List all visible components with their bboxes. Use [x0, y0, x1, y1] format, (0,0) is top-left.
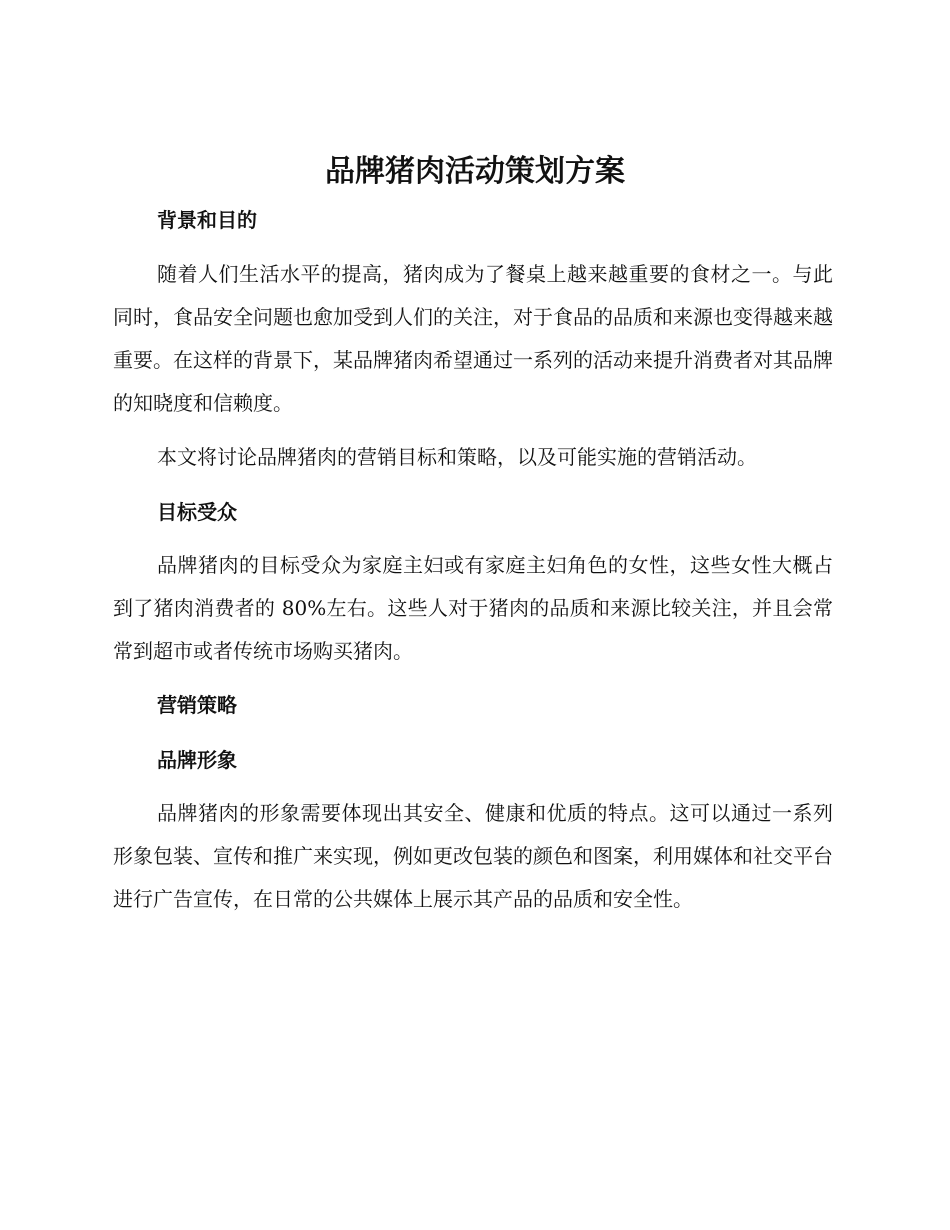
paragraph-background-1: 随着人们生活水平的提高，猪肉成为了餐桌上越来越重要的食材之一。与此同时，食品安全问题也愈加受到人们的关注，对于食品的品质和来源也变得越来越重要。在这样的背景下，某品牌猪肉希望通过一系列的活动来提升消费者对其品牌的知晓度和信赖度。: [113, 262, 833, 415]
section-heading-marketing-strategy: 营销策略: [157, 693, 237, 717]
paragraph-target-audience: 品牌猪肉的目标受众为家庭主妇或有家庭主妇角色的女性，这些女性大概占到了猪肉消费者的 80%左右。这些人对于猪肉的品质和来源比较关注，并且会常常到超市或者传统市场购买猪肉。: [113, 553, 833, 663]
section-heading-background: 背景和目的: [157, 208, 257, 232]
section-heading-target-audience: 目标受众: [157, 500, 237, 524]
paragraph-brand-image: 品牌猪肉的形象需要体现出其安全、健康和优质的特点。这可以通过一系列形象包装、宣传和推广来实现，例如更改包装的颜色和图案，利用媒体和社交平台进行广告宣传，在日常的公共媒体上展示其产品的品质和安全性。: [113, 801, 833, 911]
document-title: 品牌猪肉活动策划方案: [325, 154, 625, 189]
paragraph-background-2: 本文将讨论品牌猪肉的营销目标和策略，以及可能实施的营销活动。: [157, 445, 757, 469]
section-heading-brand-image: 品牌形象: [157, 748, 237, 772]
